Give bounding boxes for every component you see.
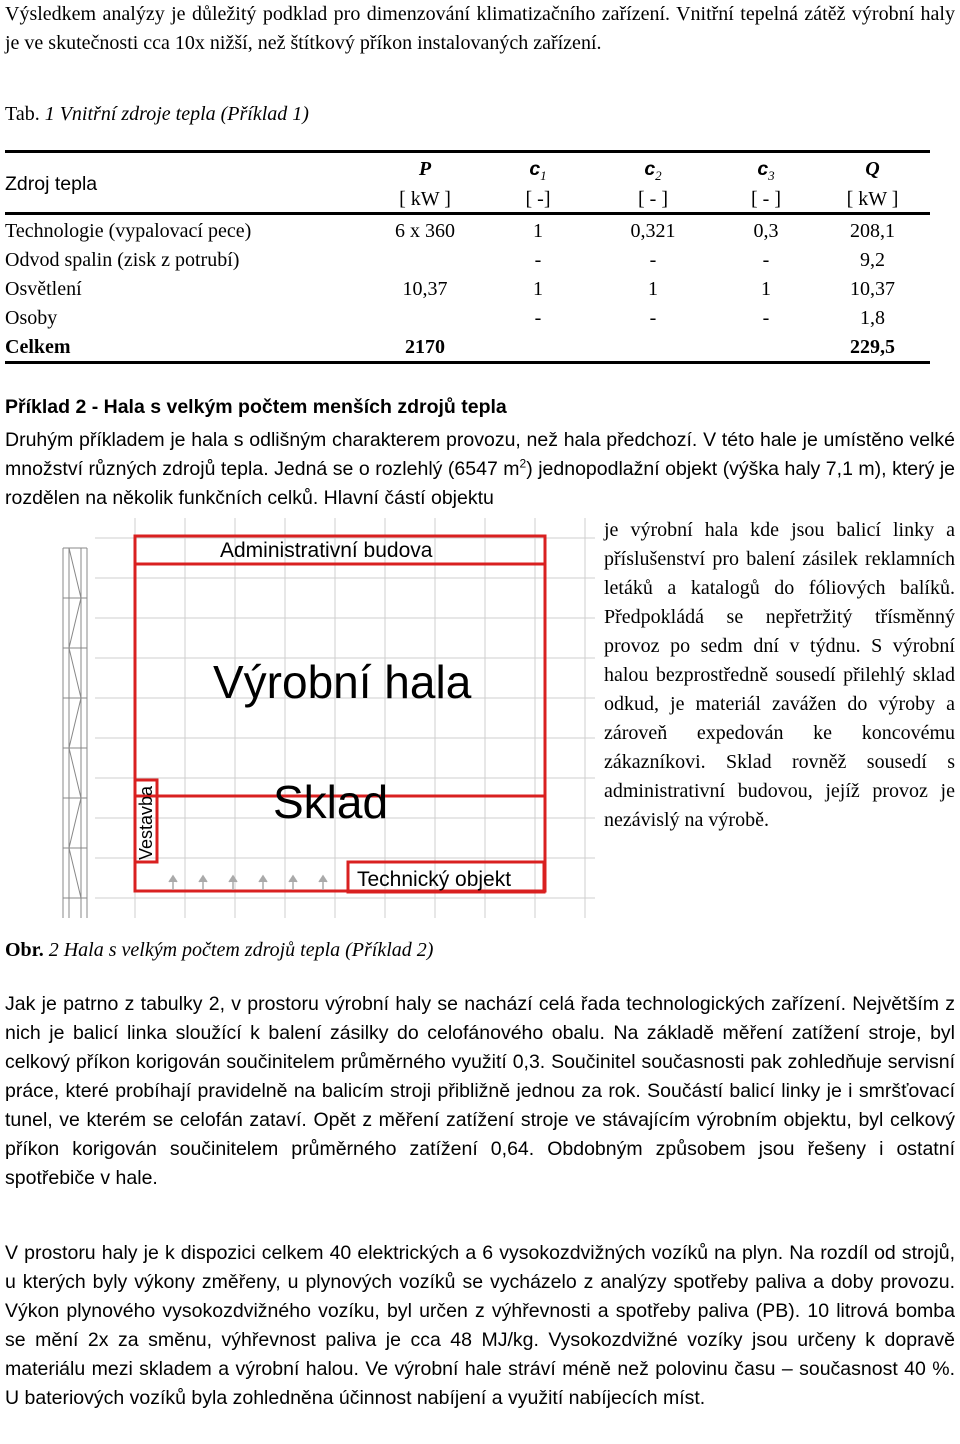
paragraph-technology: Jak je patrno z tabulky 2, v prostoru výrobní haly se nachází celá řada technologických zařízení. Největším z nich je balicí linka sloužící k balení zásilky do celofánového obalu. Na základě měření zatížení stroje, byl celkový příkon korigován součinitelem průměrného využití 0,3. Součinitel současnosti pak zohledňuje servisní práce, které probíhají pravidelně na balicím stroji přibližně jednou za rok. Součástí balicí linky je i smršťovací tunel, ve kterém se celofán zataví. Opět z měření zatížení stroje ve stávajícím výrobním objektu, byl celkový příkon korigován součinitelem průměrného zatížení 0,64. Obdobným způsobem jsou řešeny i ostatní spotřebiče v hale. [5, 993, 955, 1189]
header-c2-symbol: c [644, 158, 656, 180]
table-cell: - [762, 307, 770, 329]
header-p [370, 155, 480, 183]
header-c1-unit: [ -] [525, 188, 551, 210]
header-p-unit: [ kW ] [399, 188, 451, 210]
table-bottom-rule [5, 361, 930, 364]
figure-caption-text: 2 Hala s velkým počtem zdrojů tepla (Příklad 2) [48, 939, 434, 961]
table-cell: - [762, 249, 770, 271]
header-c2-unit: [ - ] [638, 188, 668, 210]
header-c3-sub: 3 [768, 168, 775, 183]
table-caption-text: 1 Vnitřní zdroje tepla (Příklad 1) [44, 103, 309, 125]
table-cell: Osvětlení [5, 278, 82, 300]
header-q-unit: [ kW ] [846, 188, 899, 210]
table-cell: Osoby [5, 307, 58, 329]
production-label: Výrobní hala [213, 656, 472, 708]
table-cell: Technologie (vypalovací pece) [5, 220, 252, 242]
table-header-rule [5, 212, 930, 215]
header-q-symbol: Q [865, 158, 880, 180]
table-cell: 1 [761, 278, 771, 300]
table-cell: 0,3 [753, 220, 779, 242]
section-heading: Příklad 2 - Hala s velkým počtem menších zdrojů tepla [5, 396, 507, 418]
annex-label: Vestavba [136, 785, 156, 860]
technical-label: Technický objekt [357, 868, 512, 891]
table-cell: 0,321 [630, 220, 676, 242]
header-c3-unit: [ - ] [751, 188, 781, 210]
building-plan-figure [55, 518, 595, 928]
table-cell: 1 [648, 278, 658, 300]
table-caption-prefix: Tab. [5, 103, 40, 125]
table-cell: 10,37 [402, 278, 448, 300]
admin-label: Administrativní budova [220, 539, 433, 562]
table-cell: 1 [533, 220, 543, 242]
intro-paragraph: Výsledkem analýzy je důležitý podklad pro dimenzování klimatizačního zařízení. Vnitřní tepelná zátěž výrobní haly je ve skutečnosti cca 10x nižší, než štítkový příkon instalovaných zařízení. [5, 3, 955, 54]
left-structure [63, 548, 87, 918]
table-cell: 1,8 [860, 307, 885, 329]
header-c2-sub: 2 [655, 168, 662, 183]
table-cell: Odvod spalin (zisk z potrubí) [5, 249, 240, 271]
table-cell: 208,1 [850, 220, 895, 242]
table-total-q: 229,5 [850, 336, 895, 358]
table-cell: - [649, 307, 657, 329]
building-plan-drawing [55, 518, 595, 928]
header-p-symbol: P [418, 158, 432, 180]
header-q [815, 155, 930, 183]
paragraph-forklifts: V prostoru haly je k dispozici celkem 40 elektrických a 6 vysokozdvižných vozíků na plyn. Na rozdíl od strojů, u kterých byly výkony změřeny, u plynových vozíků se vycházelo z analýzy spotřeby paliva a doby provozu. Výkon plynového vysokozdvižného vozíku, byl určen z výhřevnosti a spotřeby paliva (PB). 10 litrová bomba se mění 2x za směnu, výhřevnost paliva je cca 48 MJ/kg. Vysokozdvižné vozíky jsou určeny k dopravě materiálu mezi skladem a výrobní halou. Ve výrobní hale stráví méně než polovinu času – současnost 40 %. U bateriových vozíků byla zohledněna účinnost nabíjení a využití nabíjecích míst. [5, 1242, 955, 1409]
table-caption [5, 100, 309, 129]
zone-outlines [135, 536, 545, 892]
table-cell: 1 [533, 278, 543, 300]
area-unit-superscript: 2 [519, 456, 527, 471]
table-cell: - [534, 307, 542, 329]
section-intro-text-1: Druhým příkladem je hala s odlišným charakterem provozu, než hala předchozí. V této hale je umístěno velké množství různých zdrojů tepla. [5, 429, 955, 480]
table-cell: - [649, 249, 657, 271]
section-intro-text-3: ) jednopodlažní objekt (výška haly 7,1 m), který je rozdělen na několik funkčních celků. Hlavní částí objektu [5, 458, 956, 509]
table-cell: 10,37 [850, 278, 895, 300]
table-cell: 6 x 360 [395, 220, 455, 242]
table-cell: - [534, 249, 542, 271]
warehouse-label: Sklad [273, 776, 389, 828]
plan-grid [95, 518, 595, 918]
table-total-label: Celkem [5, 336, 71, 358]
header-c3-symbol: c [757, 158, 769, 180]
table-cell: 9,2 [860, 249, 885, 271]
side-description: je výrobní hala kde jsou balicí linky a příslušenství pro balení zásilek reklamních letáků a katalogů do fóliových balíků. Předpokládá se nepřetržitý třísměnný provoz po sedm dní v týdnu. S výrobní halou bezprostředně sousedí přilehlý sklad odkud, je materiál zavážen do výroby a zároveň expedován ke koncovému zákazníkovi. Sklad rovněž sousedí s administrativní budovou, jejíž provoz je nezávislý na výrobě. [604, 519, 955, 831]
header-source: Zdroj tepla [5, 173, 98, 195]
section-intro-text-2: Jedná se o rozlehlý (6547 m [274, 458, 520, 480]
figure-caption [5, 936, 433, 965]
table-total-p: 2170 [405, 336, 445, 358]
figure-caption-prefix: Obr. [5, 939, 44, 961]
header-c1-symbol: c [529, 158, 541, 180]
header-c1-sub: 1 [540, 168, 547, 183]
arrow-markers [169, 876, 327, 890]
section-intro [5, 426, 955, 513]
table-top-rule [5, 150, 930, 153]
